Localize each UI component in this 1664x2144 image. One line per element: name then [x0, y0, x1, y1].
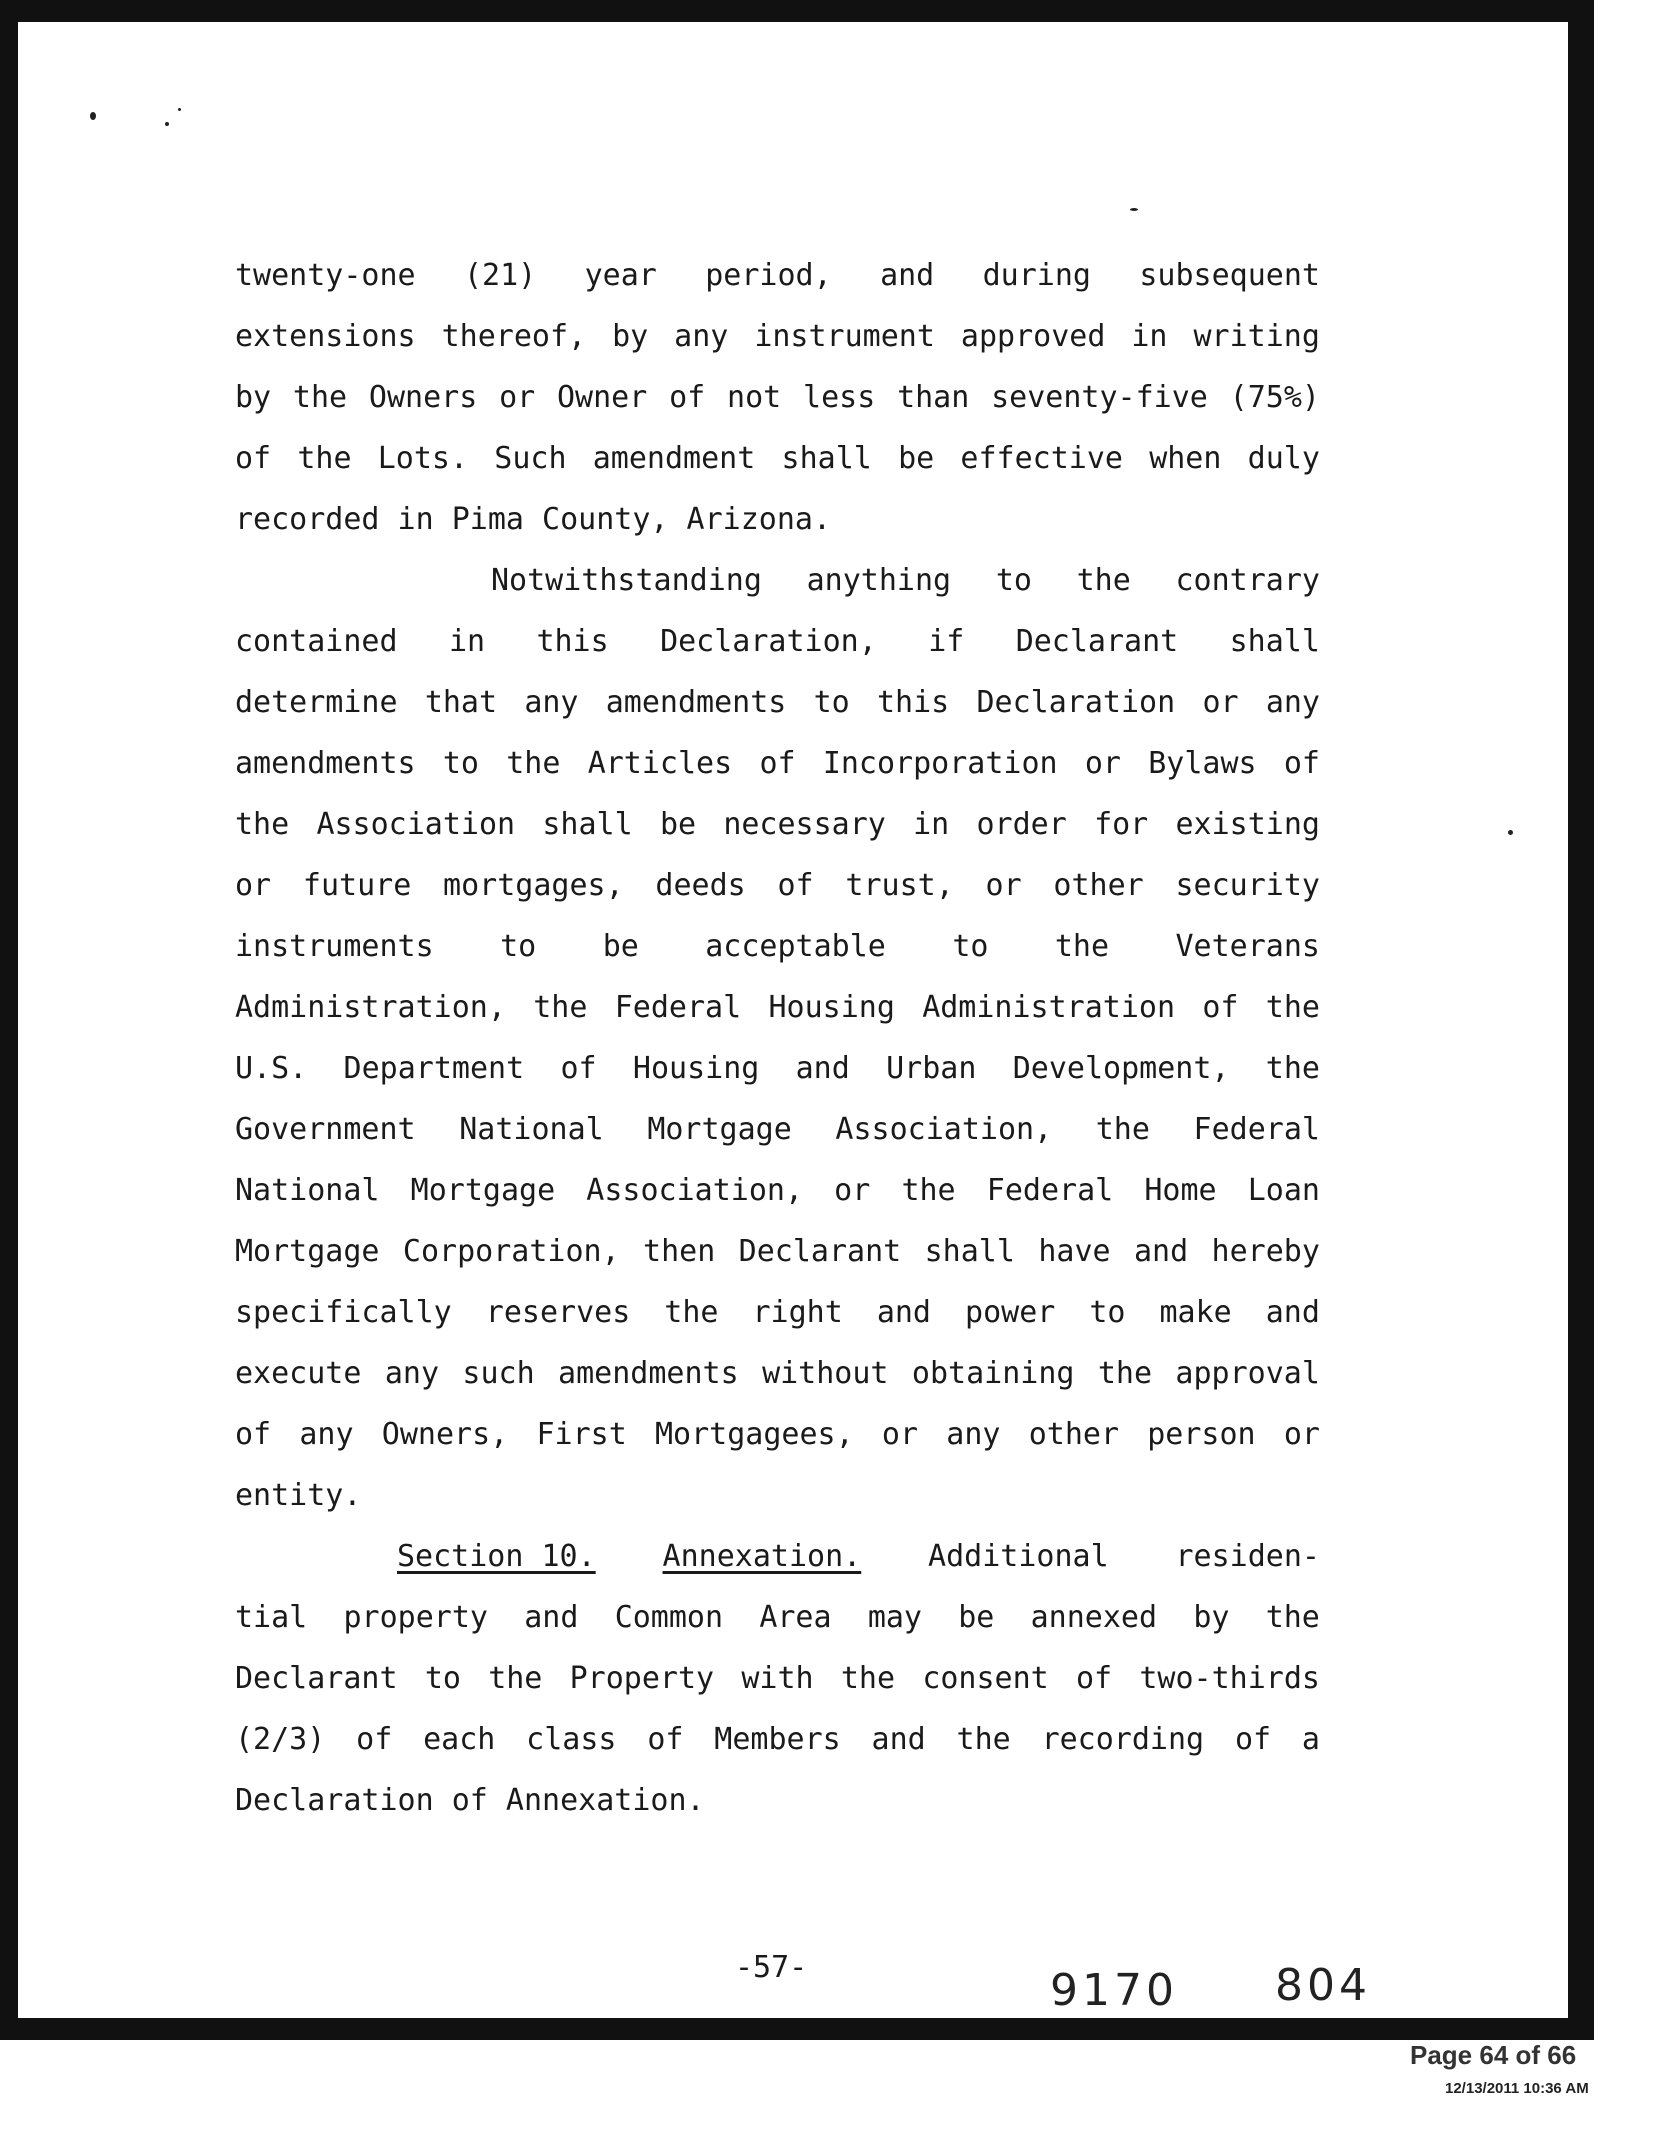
text-line: recorded in Pima County, Arizona. — [235, 502, 832, 537]
scan-speck — [165, 122, 169, 126]
text-line: Declarant to the Property with the consent of two-thirds — [235, 1661, 1320, 1696]
text-line: of the Lots. Such amendment shall be effective when duly — [235, 441, 1320, 476]
text-line: by the Owners or Owner of not less than seventy-five (75%) — [235, 380, 1320, 415]
text-line: National Mortgage Association, or the Federal Home Loan — [235, 1173, 1320, 1208]
page-number: -57- — [735, 1950, 808, 1985]
text-line: the Association shall be necessary in order for existing — [235, 807, 1320, 842]
text-line: specifically reserves the right and power to make and — [235, 1295, 1320, 1330]
date-stamp: 12/13/2011 10:36 AM — [1445, 2080, 1589, 2097]
page-stamp: Page 64 of 66 — [1410, 2040, 1577, 2070]
scan-speck — [178, 108, 181, 111]
text-line: contained in this Declaration, if Declarant shall — [235, 624, 1320, 659]
text-line: tial property and Common Area may be annexed by the — [235, 1600, 1320, 1635]
text-line: U.S. Department of Housing and Urban Development, the — [235, 1051, 1320, 1086]
text-line: instruments to be acceptable to the Veterans — [235, 929, 1320, 964]
text-line: or future mortgages, deeds of trust, or other security — [235, 868, 1320, 903]
scan-speck — [1508, 830, 1513, 835]
text-line: entity. — [235, 1478, 362, 1513]
docket-page: 804 — [1275, 1960, 1371, 2011]
text-line: twenty-one (21) year period, and during subsequent — [235, 258, 1320, 293]
text-line: determine that any amendments to this Declaration or any — [235, 685, 1320, 720]
docket-number: 9170 — [1050, 1965, 1178, 2016]
text-line: amendments to the Articles of Incorporation or Bylaws of — [235, 746, 1320, 781]
text-line: Mortgage Corporation, then Declarant shall have and hereby — [235, 1234, 1320, 1269]
section-heading-line: Section 10. Annexation. Additional residen- — [235, 1526, 1320, 1587]
text-line: (2/3) of each class of Members and the recording of a — [235, 1722, 1320, 1757]
text-line: execute any such amendments without obtaining the approval — [235, 1356, 1320, 1391]
section-number: Section 10. — [397, 1539, 596, 1574]
text-line: of any Owners, First Mortgagees, or any other person or — [235, 1417, 1320, 1452]
text-line: Administration, the Federal Housing Administration of the — [235, 990, 1320, 1025]
text-line: Notwithstanding anything to the contrary — [491, 563, 1320, 598]
declaration-body-text — [235, 245, 1320, 1831]
text-line: Declaration of Annexation. — [235, 1783, 705, 1818]
scan-speck — [90, 112, 96, 120]
text-line: Government National Mortgage Association, the Federal — [235, 1112, 1320, 1147]
text-line: extensions thereof, by any instrument approved in writing — [235, 319, 1320, 354]
section-title: Annexation. — [662, 1539, 862, 1574]
scan-speck — [1130, 208, 1138, 211]
